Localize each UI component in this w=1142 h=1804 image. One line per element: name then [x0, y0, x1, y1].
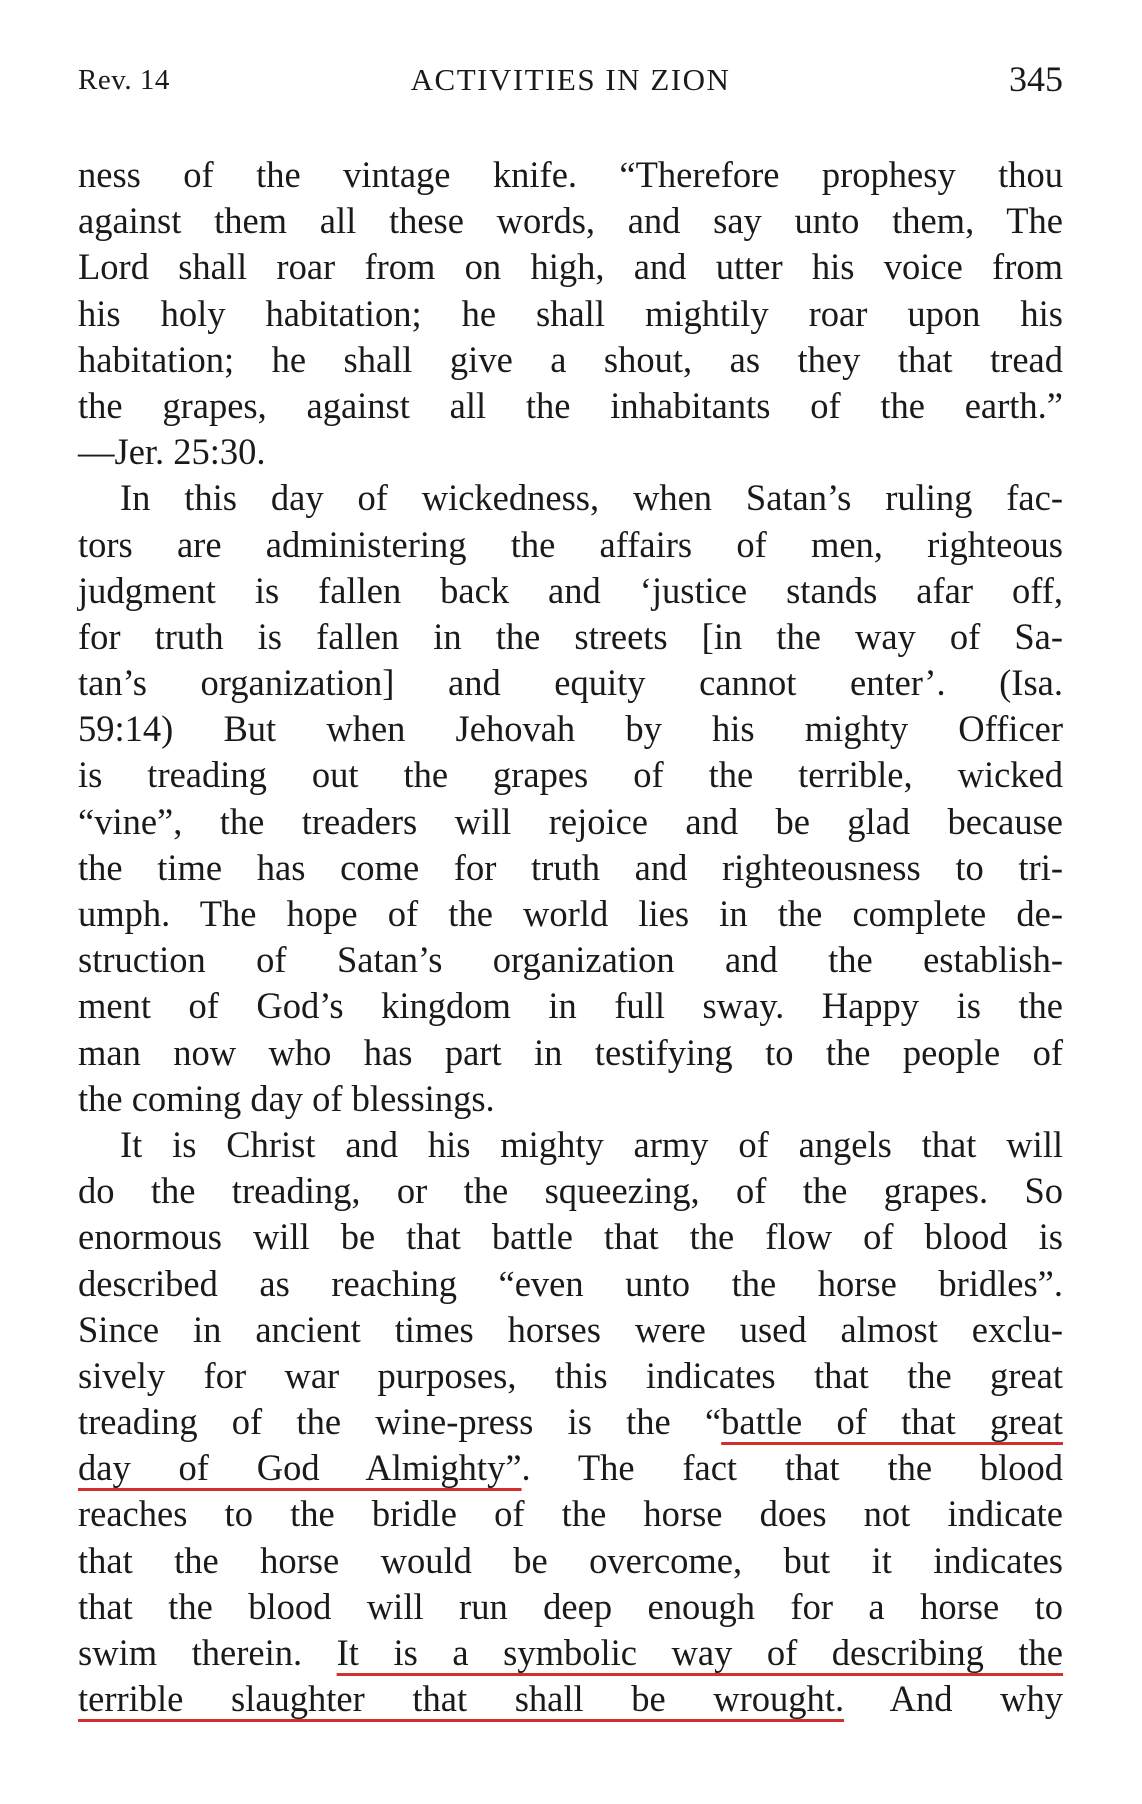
underlined-phrase: It is a symbolic way of describing the: [336, 1632, 1063, 1673]
text-line: Lord shall roar from on high, and utter his voice from: [78, 246, 1063, 288]
text-line: ment of God’s kingdom in full sway. Happy is the: [78, 985, 1063, 1027]
text-line: ness of the vintage knife. “Therefore prophesy thou: [78, 154, 1063, 195]
text-line: his holy habitation; he shall mightily roar upon his: [78, 292, 1063, 334]
text-line: tan’s organization] and equity cannot enter’. (Isa.: [78, 662, 1063, 704]
paragraph-first-line: It is Christ and his mighty army of angels that will: [120, 1123, 1063, 1165]
text-line: against them all these words, and say unto them, The: [78, 200, 1063, 242]
paragraph-first-line: In this day of wickedness, when Satan’s ruling fac-: [120, 477, 1063, 519]
text-line: [78, 1630, 1063, 1676]
text-line: is treading out the grapes of the terrible, wicked: [78, 754, 1063, 796]
text-line: tors are administering the affairs of men, righteous: [78, 523, 1063, 565]
text-line: [78, 1676, 1063, 1722]
text-line: habitation; he shall give a shout, as they that tread: [78, 338, 1063, 380]
text-line: sively for war purposes, this indicates that the great: [78, 1354, 1063, 1396]
text-line: [78, 1399, 1063, 1445]
text-segment: treading of the wine-press is the “: [78, 1401, 722, 1443]
text-line: described as reaching “even unto the horse bridles”.: [78, 1262, 1063, 1304]
text-line: the time has come for truth and righteousness to tri-: [78, 846, 1063, 888]
text-line: judgment is fallen back and ‘justice stands afar off,: [78, 569, 1063, 611]
text-line: [78, 1445, 1063, 1491]
chapter-reference: Rev. 14: [78, 64, 170, 96]
text-line: man now who has part in testifying to the people of: [78, 1031, 1063, 1073]
text-line: that the blood will run deep enough for a horse to: [78, 1585, 1063, 1627]
text-line: struction of Satan’s organization and the establish-: [78, 939, 1063, 981]
underlined-phrase: battle of that great: [721, 1401, 1063, 1443]
text-line: enormous will be that battle that the flow of blood is: [78, 1216, 1063, 1258]
text-segment: . The fact that the blood: [521, 1447, 1063, 1489]
text-line: “vine”, the treaders will rejoice and be glad because: [78, 800, 1063, 842]
text-segment: swim therein.: [78, 1632, 337, 1673]
page-body-text: [78, 152, 1063, 1722]
underlined-phrase: terrible slaughter that shall be wrought.: [78, 1678, 845, 1720]
running-head: [78, 58, 1063, 108]
text-line: the coming day of blessings.: [78, 1077, 495, 1119]
text-line: 59:14) But when Jehovah by his mighty Officer: [78, 708, 1063, 750]
text-line: do the treading, or the squeezing, of the grapes. So: [78, 1170, 1063, 1212]
text-line: that the horse would be overcome, but it indicates: [78, 1539, 1063, 1581]
text-line: reaches to the bridle of the horse does not indicate: [78, 1493, 1063, 1535]
text-segment: And why: [844, 1678, 1063, 1720]
page-number: 345: [1009, 59, 1063, 99]
text-line: Since in ancient times horses were used almost exclu-: [78, 1308, 1063, 1350]
text-line: the grapes, against all the inhabitants of the earth.”: [78, 384, 1063, 426]
underlined-phrase: day of God Almighty”: [78, 1447, 522, 1489]
text-line: —Jer. 25:30.: [78, 431, 266, 473]
text-line: umph. The hope of the world lies in the complete de-: [78, 893, 1063, 934]
page-title: ACTIVITIES IN ZION: [410, 62, 731, 97]
text-line: for truth is fallen in the streets [in the way of Sa-: [78, 615, 1063, 657]
